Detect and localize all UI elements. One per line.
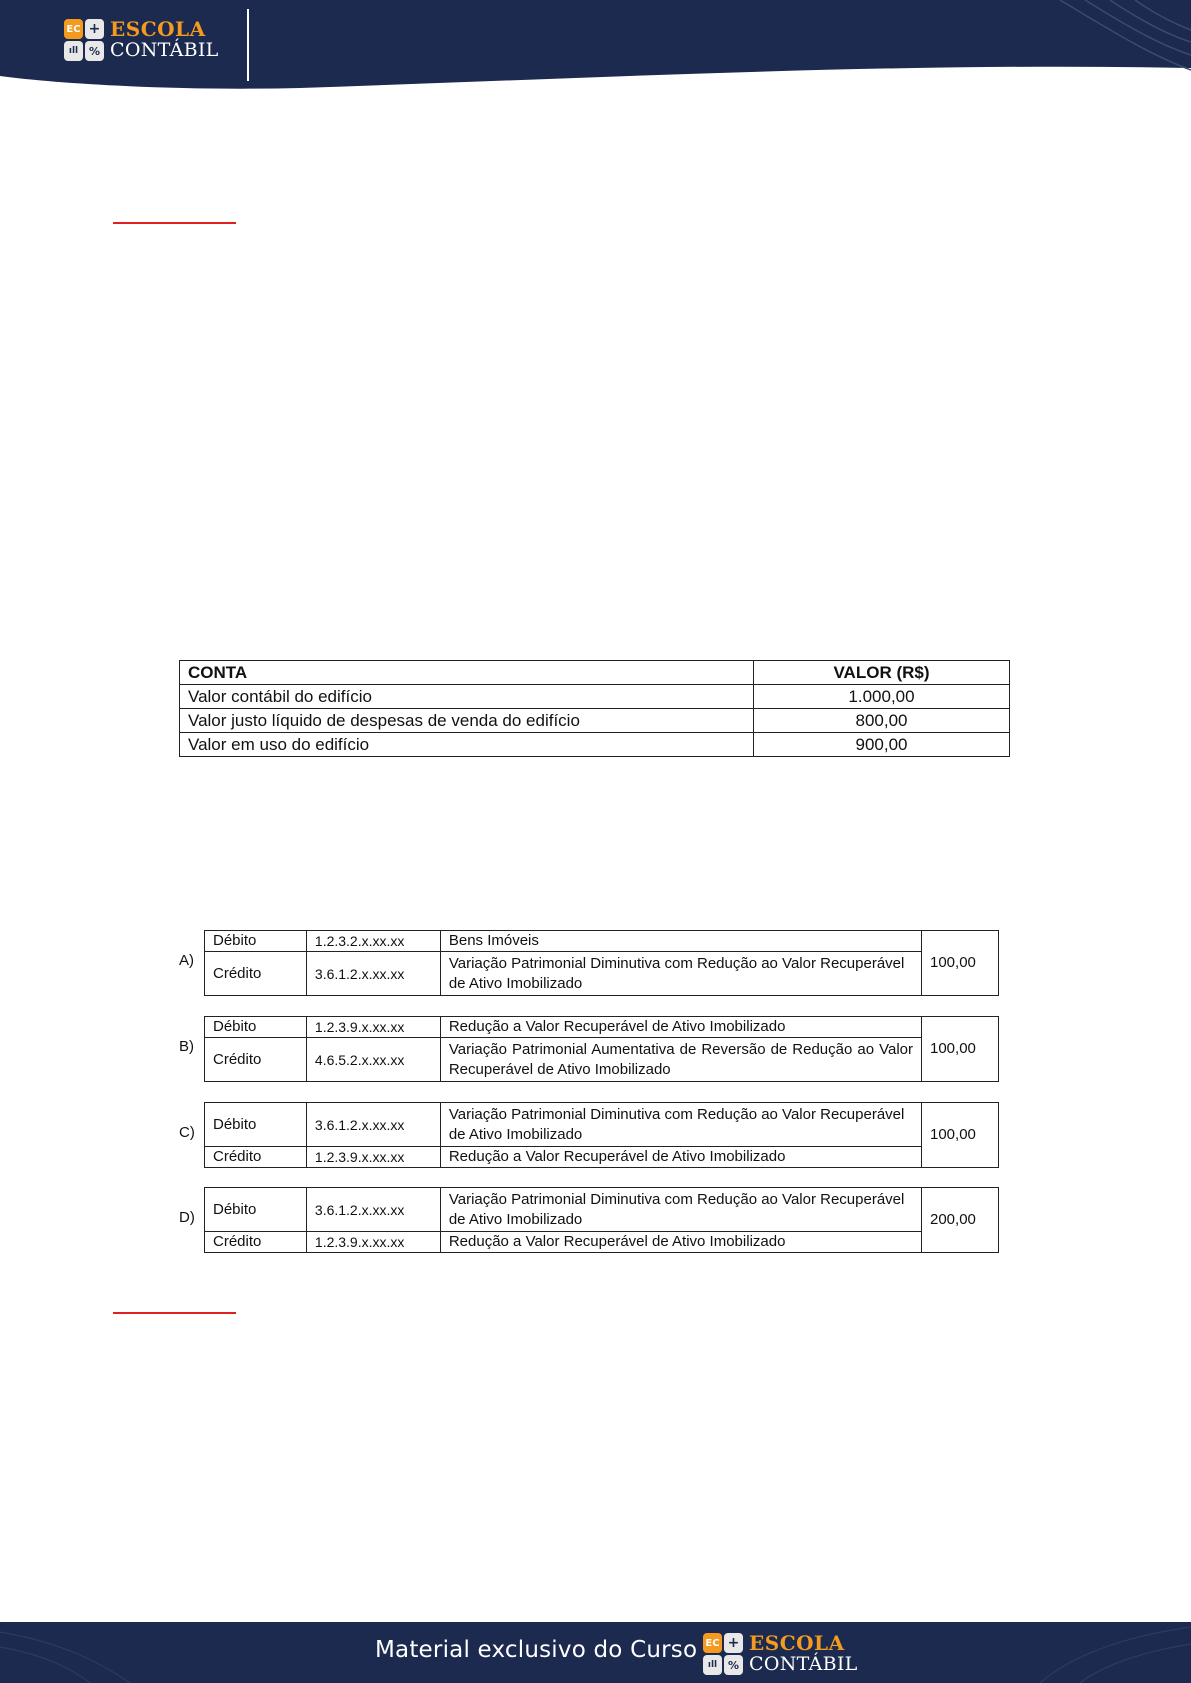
entry-code: 1.2.3.9.x.xx.xx (306, 1232, 440, 1253)
entry-value: 100,00 (922, 931, 999, 996)
entry-type: Crédito (205, 1147, 307, 1168)
option-letter: B) (179, 1038, 194, 1055)
entry-row-credit (205, 1232, 999, 1253)
entry-value: 100,00 (922, 1103, 999, 1168)
entry-description: Redução a Valor Recuperável de Ativo Imobilizado (440, 1232, 921, 1253)
table-row (180, 685, 1010, 709)
entry-type: Crédito (205, 1232, 307, 1253)
percent-icon: % (724, 1655, 743, 1675)
header-divider (247, 9, 249, 81)
entry-description: Variação Patrimonial Diminutiva com Redução ao Valor Recuperável de Ativo Imobilizado (440, 1188, 921, 1232)
logo-icon-grid (703, 1633, 743, 1675)
entry-code: 3.6.1.2.x.xx.xx (306, 1103, 440, 1147)
entry-code: 1.2.3.9.x.xx.xx (306, 1017, 440, 1038)
entry-row-debit (205, 1188, 999, 1232)
column-header-conta: CONTA (180, 661, 754, 685)
entry-value: 100,00 (922, 1017, 999, 1082)
footer-text: Material exclusivo do Curso (375, 1637, 698, 1663)
logo-text-escola: ESCOLA (749, 1631, 845, 1655)
entry-type: Crédito (205, 1038, 307, 1082)
logo-text-contabil: CONTÁBIL (749, 1653, 858, 1675)
cell-valor: 800,00 (754, 709, 1010, 733)
cell-conta: Valor em uso do edifício (180, 733, 754, 757)
percent-icon: % (85, 41, 104, 61)
bar-chart-icon: ıll (64, 41, 83, 61)
ec-icon: EC (64, 19, 83, 39)
answer-red-rule (113, 1312, 236, 1314)
table-row (180, 709, 1010, 733)
entry-type: Crédito (205, 952, 307, 996)
entry-row-debit (205, 1103, 999, 1147)
entry-value: 200,00 (922, 1188, 999, 1253)
entry-description: Variação Patrimonial Diminutiva com Redução ao Valor Recuperável de Ativo Imobilizado (440, 952, 921, 996)
footer-logo (703, 1633, 873, 1677)
option-letter: A) (179, 952, 194, 969)
entry-code: 1.2.3.2.x.xx.xx (306, 931, 440, 952)
page-footer (0, 1622, 1191, 1683)
option-entry-table (204, 1016, 999, 1082)
logo-icon-grid (64, 19, 104, 61)
entry-type: Débito (205, 1103, 307, 1147)
entry-code: 4.6.5.2.x.xx.xx (306, 1038, 440, 1082)
entry-code: 3.6.1.2.x.xx.xx (306, 1188, 440, 1232)
bar-chart-icon: ıll (703, 1655, 722, 1675)
page-header (0, 0, 1191, 90)
logo-text-escola: ESCOLA (110, 17, 206, 41)
cell-valor: 1.000,00 (754, 685, 1010, 709)
entry-description: Bens Imóveis (440, 931, 921, 952)
logo-text-contabil: CONTÁBIL (110, 39, 219, 61)
question-red-rule (113, 222, 236, 224)
entry-description: Redução a Valor Recuperável de Ativo Imobilizado (440, 1017, 921, 1038)
header-logo (64, 19, 234, 63)
entry-code: 3.6.1.2.x.xx.xx (306, 952, 440, 996)
cell-conta: Valor contábil do edifício (180, 685, 754, 709)
entry-row-credit (205, 1147, 999, 1168)
cell-conta: Valor justo líquido de despesas de venda do edifício (180, 709, 754, 733)
entry-row-debit (205, 931, 999, 952)
option-entry-table (204, 1187, 999, 1253)
entry-row-debit (205, 1017, 999, 1038)
table-row (180, 733, 1010, 757)
entry-type: Débito (205, 1017, 307, 1038)
entry-row-credit (205, 1038, 999, 1082)
option-c[interactable] (179, 1102, 999, 1166)
column-header-valor: VALOR (R$) (754, 661, 1010, 685)
entry-row-credit (205, 952, 999, 996)
entry-type: Débito (205, 931, 307, 952)
entry-description: Redução a Valor Recuperável de Ativo Imobilizado (440, 1147, 921, 1168)
entry-code: 1.2.3.9.x.xx.xx (306, 1147, 440, 1168)
option-a[interactable] (179, 930, 999, 994)
option-entry-table (204, 1102, 999, 1168)
entry-description: Variação Patrimonial Aumentativa de Reversão de Redução ao Valor Recuperável de Ativo Imobilizado (440, 1038, 921, 1082)
entry-description: Variação Patrimonial Diminutiva com Redução ao Valor Recuperável de Ativo Imobilizado (440, 1103, 921, 1147)
option-letter: D) (179, 1209, 195, 1226)
plus-icon: + (85, 19, 104, 39)
option-b[interactable] (179, 1016, 999, 1080)
option-entry-table (204, 930, 999, 996)
cell-valor: 900,00 (754, 733, 1010, 757)
ec-icon: EC (703, 1633, 722, 1653)
option-d[interactable] (179, 1187, 999, 1251)
option-letter: C) (179, 1124, 195, 1141)
table-header-row (180, 661, 1010, 685)
entry-type: Débito (205, 1188, 307, 1232)
account-values-table (179, 660, 1010, 757)
plus-icon: + (724, 1633, 743, 1653)
